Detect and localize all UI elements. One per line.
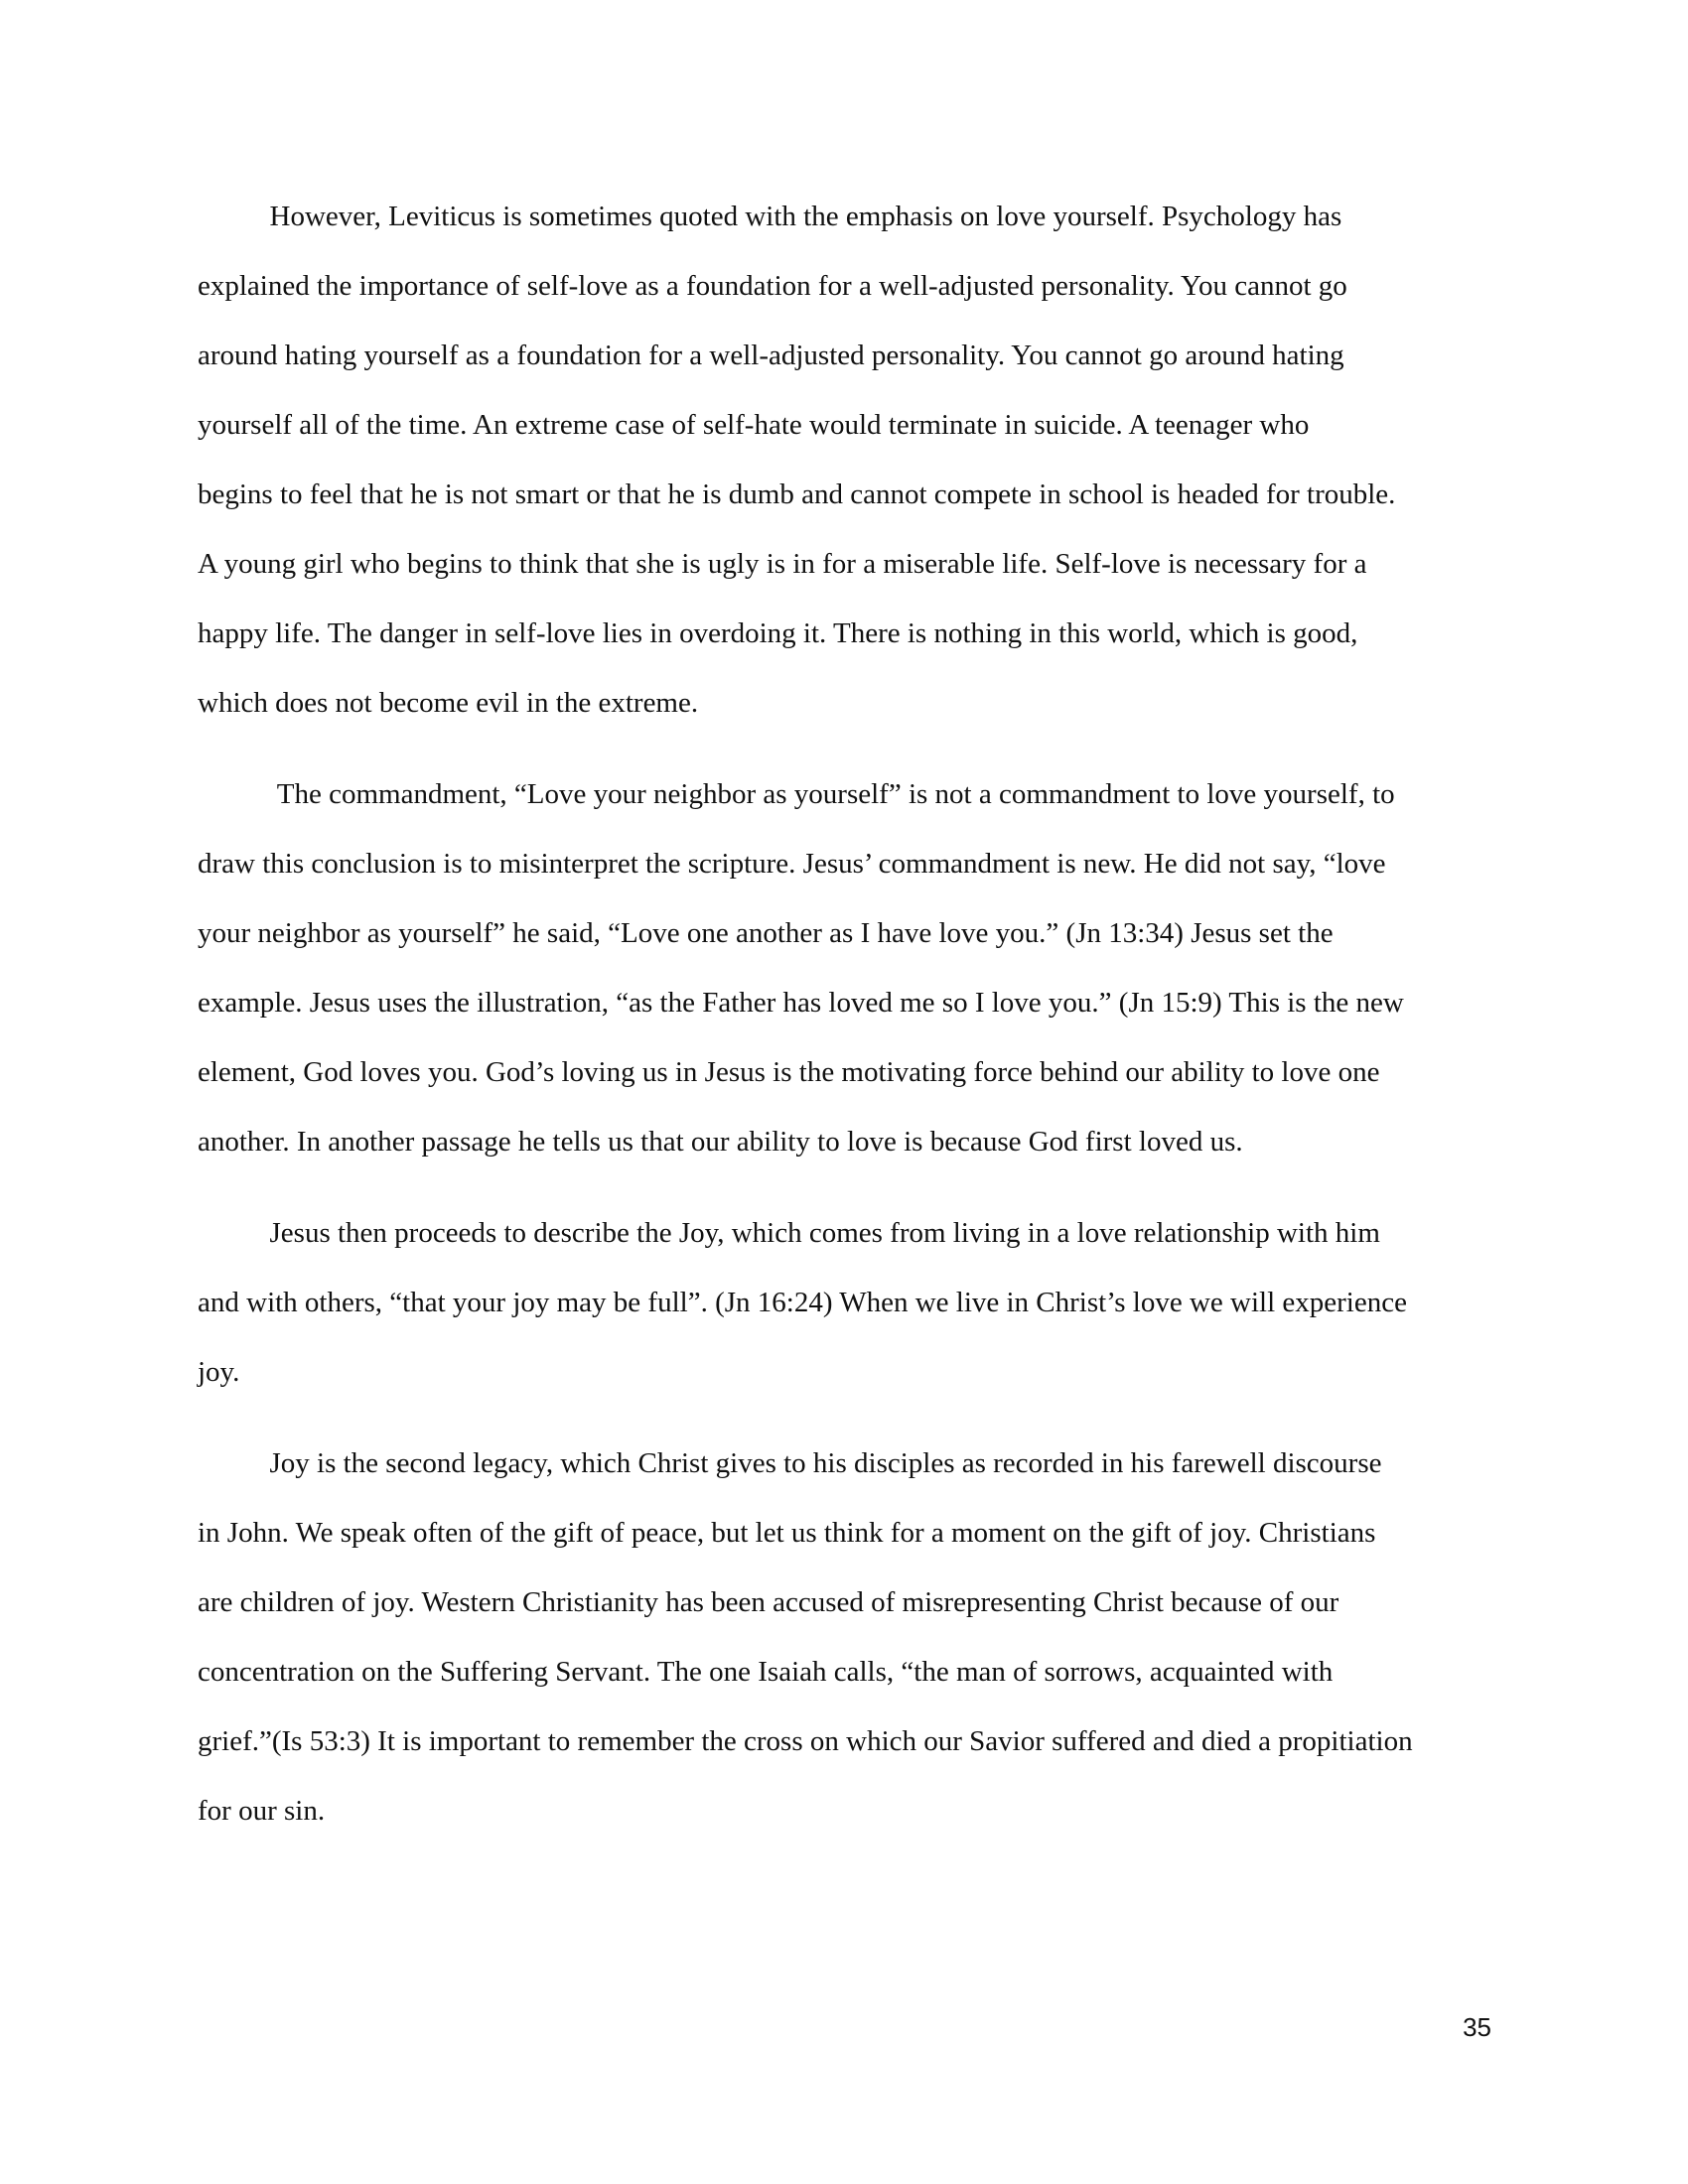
text-line: are children of joy. Western Christianity has been accused of misrepresenting Christ because of our [198, 1586, 1339, 1618]
text-line: joy. [198, 1356, 240, 1388]
paragraph-spacer [198, 1185, 1498, 1207]
text-line: yourself all of the time. An extreme case of self-hate would terminate in suicide. A teenager who [198, 409, 1310, 441]
text-line: concentration on the Suffering Servant. The one Isaiah calls, “the man of sorrows, acquainted with [198, 1656, 1334, 1688]
text-line: begins to feel that he is not smart or that he is dumb and cannot compete in school is headed for trouble. [198, 478, 1396, 510]
text-line: around hating yourself as a foundation for a well-adjusted personality. You cannot go around hating [198, 340, 1344, 371]
text-line: for our sin. [198, 1795, 326, 1827]
text-line: in John. We speak often of the gift of peace, but let us think for a moment on the gift of joy. Christians [198, 1517, 1376, 1549]
paragraph-spacer [198, 1416, 1498, 1437]
text-line: Joy is the second legacy, which Christ gives to his disciples as recorded in his farewell discourse [198, 1447, 1382, 1479]
text-line: Jesus then proceeds to describe the Joy, which comes from living in a love relationship with him [198, 1217, 1380, 1249]
paragraph-leviticus-self-love [198, 191, 1498, 747]
text-line: element, God loves you. God’s loving us in Jesus is the motivating force behind our ability to love one [198, 1056, 1380, 1088]
text-line: happy life. The danger in self-love lies in overdoing it. There is nothing in this world, which is good, [198, 617, 1358, 649]
text-line: and with others, “that your joy may be full”. (Jn 16:24) When we live in Christ’s love we will experience [198, 1287, 1407, 1318]
text-line: example. Jesus uses the illustration, “as the Father has loved me so I love you.” (Jn 15:9) This is the new [198, 987, 1404, 1019]
text-line: The commandment, “Love your neighbor as yourself” is not a commandment to love yourself, to [198, 778, 1395, 810]
text-line: A young girl who begins to think that she is ugly is in for a miserable life. Self-love is necessary for a [198, 548, 1367, 580]
text-line: another. In another passage he tells us that our ability to love is because God first loved us. [198, 1126, 1243, 1158]
body-text [198, 191, 1498, 1854]
paragraph-spacer [198, 747, 1498, 768]
page-number: 35 [1463, 2012, 1491, 2042]
text-line: your neighbor as yourself” he said, “Love one another as I have love you.” (Jn 13:34) Jesus set the [198, 917, 1334, 949]
paragraph-commandment [198, 768, 1498, 1185]
paragraph-joy-relationship [198, 1207, 1498, 1416]
text-line: explained the importance of self-love as a foundation for a well-adjusted personality. You cannot go [198, 270, 1347, 302]
text-line: which does not become evil in the extreme. [198, 687, 699, 719]
text-line: grief.”(Is 53:3) It is important to remember the cross on which our Savior suffered and died a propitiation [198, 1725, 1413, 1757]
text-line: draw this conclusion is to misinterpret the scripture. Jesus’ commandment is new. He did not say, “love [198, 848, 1386, 880]
paragraph-second-legacy [198, 1437, 1498, 1854]
text-line: However, Leviticus is sometimes quoted with the emphasis on love yourself. Psychology has [198, 201, 1342, 232]
